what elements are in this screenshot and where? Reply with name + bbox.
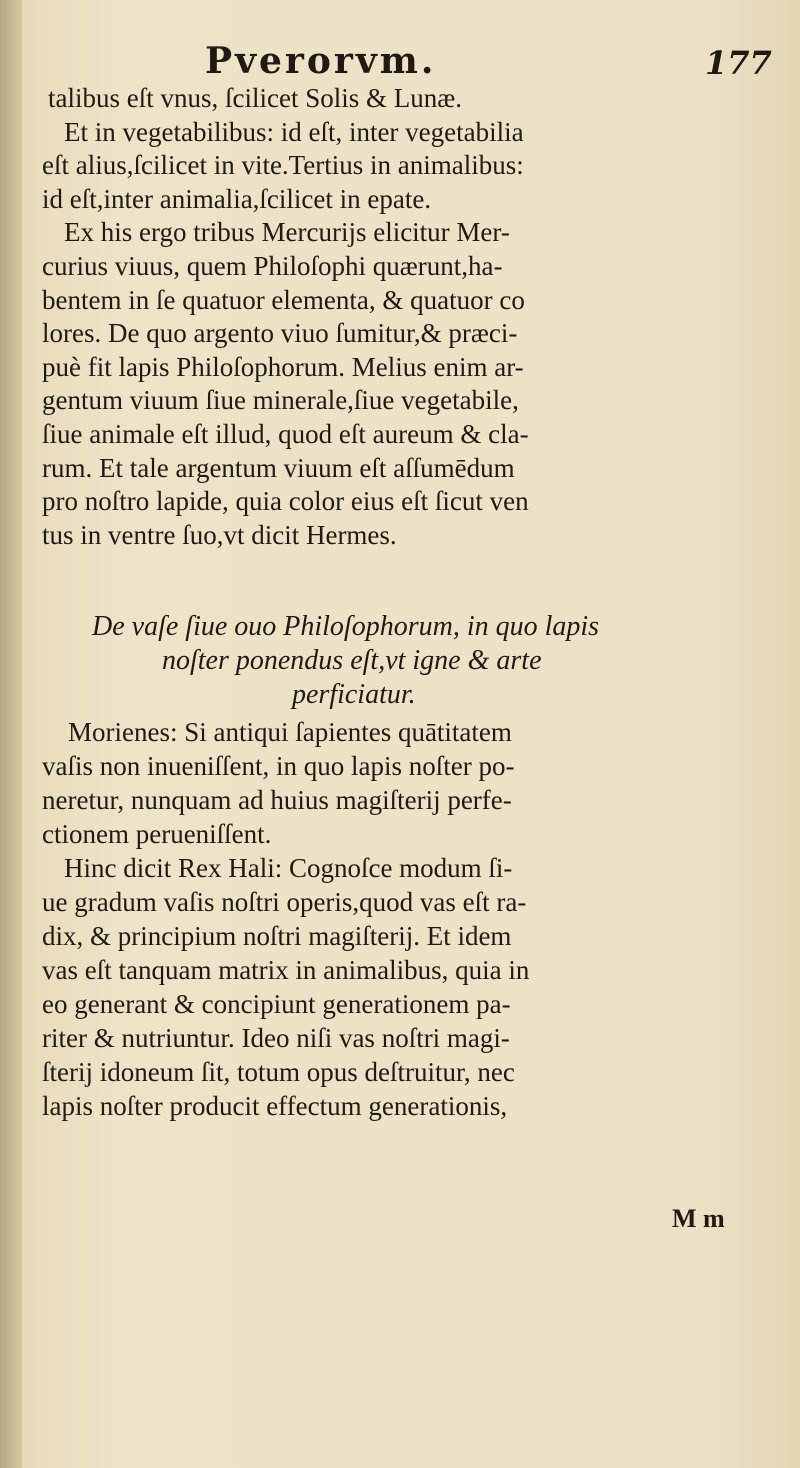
text-line: bentem in ſe quatuor elementa, & quatuor co bbox=[42, 284, 525, 315]
text-line: Hinc dicit Rex Hali: Cognoſce modum ſi- bbox=[64, 853, 513, 883]
text-line: dix, & principium noſtri magiſterij. Et idem bbox=[42, 921, 512, 951]
text-line: tus in ventre ſuo,vt dicit Hermes. bbox=[42, 519, 397, 550]
text-line: vas eſt tanquam matrix in animalibus, quia in bbox=[42, 955, 530, 985]
text-block-2 bbox=[42, 715, 782, 1123]
section-heading bbox=[42, 610, 777, 712]
text-line: gentum viuum ſiue minerale,ſiue vegetabile, bbox=[42, 385, 519, 416]
page-number: 177 bbox=[705, 44, 772, 82]
text-line: puè fit lapis Philoſophorum. Melius enim ar- bbox=[42, 351, 524, 382]
text-line: pro noſtro lapide, quia color eius eſt ſicut ven bbox=[42, 486, 529, 517]
text-line: talibus eſt vnus, ſcilicet Solis & Lunæ. bbox=[48, 83, 462, 113]
text-line: eo generant & concipiunt generationem pa- bbox=[42, 989, 511, 1019]
text-line: id eſt,inter animalia,ſcilicet in epate. bbox=[42, 183, 432, 214]
text-line: ſterij idoneum ſit, totum opus deſtruitur, nec bbox=[42, 1057, 515, 1087]
text-line: ctionem perueniſſent. bbox=[42, 819, 272, 849]
text-line: lapis noſter producit effectum generationis, bbox=[42, 1091, 508, 1121]
running-head: Pverorvm. bbox=[205, 40, 437, 82]
text-line: ue gradum vaſis noſtri operis,quod vas eſt ra- bbox=[42, 887, 527, 917]
text-block-1 bbox=[42, 82, 777, 552]
text-line: ſiue animale eſt illud, quod eſt aureum & cla- bbox=[42, 418, 529, 449]
text-line: rum. Et tale argentum viuum eſt aſſumēdum bbox=[42, 452, 515, 483]
heading-line: noſter ponendus eſt,vt igne & arte bbox=[162, 645, 542, 676]
text-line: curius viuus, quem Philoſophi quærunt,ha- bbox=[42, 250, 503, 281]
page-gutter bbox=[0, 0, 22, 1468]
text-line: Morienes: Si antiqui ſapientes quātitatem bbox=[68, 717, 512, 747]
text-line: eſt alius,ſcilicet in vite.Tertius in animalibus: bbox=[42, 150, 524, 181]
text-line: Ex his ergo tribus Mercurijs elicitur Mer- bbox=[64, 217, 510, 248]
text-line: neretur, nunquam ad huius magiſterij perfe- bbox=[42, 785, 512, 815]
text-line: Et in vegetabilibus: id eſt, inter vegetabilia bbox=[64, 116, 524, 147]
heading-line: perficiatur. bbox=[292, 679, 416, 710]
catchword-signature: M m bbox=[672, 1204, 725, 1233]
text-line: riter & nutriuntur. Ideo niſi vas noſtri magi- bbox=[42, 1023, 510, 1053]
text-line: lores. De quo argento viuo ſumitur,& præci- bbox=[42, 318, 518, 349]
text-line: vaſis non inueniſſent, in quo lapis noſter po- bbox=[42, 751, 515, 781]
heading-line: De vaſe ſiue ouo Philoſophorum, in quo lapis bbox=[92, 611, 600, 642]
